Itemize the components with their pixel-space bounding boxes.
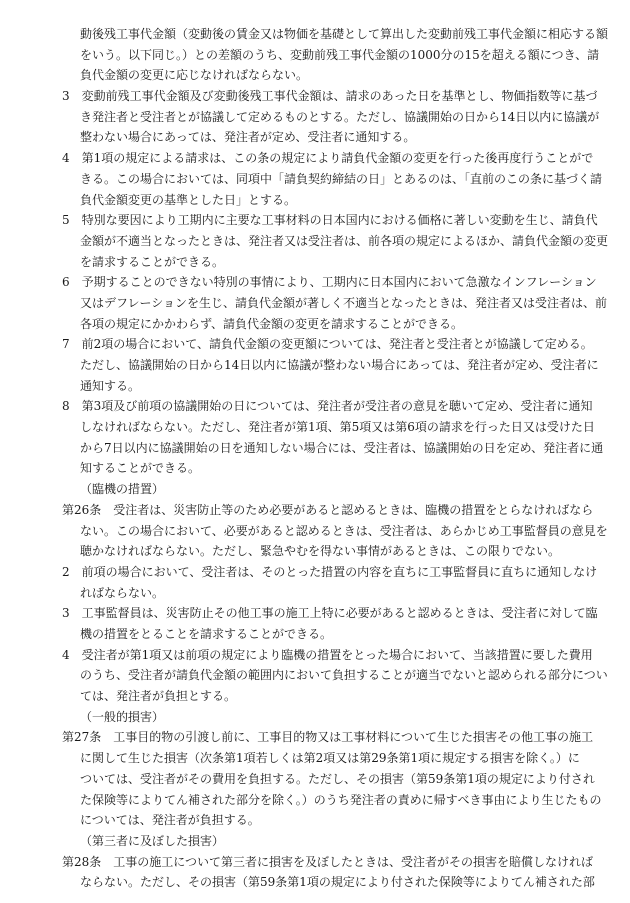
paragraph-5: 5 特別な要因により工期内に主要な工事材料の日本国内における価格に著しい変動を生じ、請負代 — [62, 213, 598, 228]
paragraph-2: 2 前項の場合において、受注者は、そのとった措置の内容を直ちに工事監督員に直ちに通知しなけ — [62, 564, 598, 579]
text-line: のうち、受注者が請負代金額の範囲内において負担することが適当でないと認められる部分につい — [80, 668, 608, 683]
article-26: 第26条 受注者は、災害防止等のため必要があると認めるときは、臨機の措置をとらなければなら — [62, 502, 594, 517]
text-line: については、発注者が負担する。 — [80, 813, 260, 828]
text-line: 通知する。 — [80, 378, 141, 393]
text-line: 負代金額変更の基準とした日」とする。 — [80, 192, 297, 207]
paragraph-4: 4 受注者が第1項又は前項の規定により臨機の措置をとった場合において、当該措置に要した費用 — [62, 647, 593, 662]
text-line: をいう。以下同じ。）との差額のうち、変動前残工事代金額の1000分の15を超える額につき、請 — [80, 47, 600, 62]
paragraph-8: 8 第3項及び前項の協議開始の日については、発注者が受注者の意見を聴いて定め、受注者に通知 — [62, 399, 593, 414]
section-heading: （臨機の措置） — [80, 482, 165, 497]
paragraph-3: 3 変動前残工事代金額及び変動後残工事代金額は、請求のあった日を基準とし、物価指数等に基づ — [62, 89, 598, 104]
text-line: から7日以内に協議開始の日を通知しない場合には、受注者は、協議開始の日を定め、発注者に通 — [80, 440, 604, 455]
text-line: 知することができる。 — [80, 461, 201, 476]
text-line: 金額が不適当となったときは、発注者又は受注者は、前各項の規定によるほか、請負代金額の変更 — [80, 233, 609, 248]
text-line: た保険等によりてん補された部分を除く。）のうち発注者の責めに帰すべき事由により生じたもの — [80, 792, 602, 807]
paragraph-3: 3 工事監督員は、災害防止その他工事の施工上特に必要があると認めるときは、受注者に対して臨 — [62, 606, 598, 621]
text-line: き発注者と受注者とが協議して定めるものとする。ただし、協議開始の日から14日以内に協議が — [80, 109, 600, 124]
text-line: 動後残工事代金額（変動後の賃金又は物価を基礎として算出した変動前残工事代金額に相応する額 — [80, 27, 609, 41]
text-line: しなければならない。ただし、発注者が第1項、第5項又は第6項の請求を行った日又は受けた日 — [80, 420, 595, 435]
text-line: 聴かなければならない。ただし、緊急やむを得ない事情があるときは、この限りでない。 — [80, 544, 561, 559]
article-27: 第27条 工事目的物の引渡し前に、工事目的物又は工事材料について生じた損害その他工事の施工 — [62, 730, 594, 745]
text-line: 又はデフレーションを生じ、請負代金額が著しく不適当となったときは、発注者又は受注者は、前 — [80, 295, 608, 310]
article-28: 第28条 工事の施工について第三者に損害を及ぼしたときは、受注者がその損害を賠償しなければ — [62, 854, 594, 869]
text-line: きる。この場合においては、同項中「請負契約締結の日」とあるのは、「直前のこの条に基づく請 — [80, 171, 603, 186]
text-line: ては、発注者が負担とする。 — [80, 689, 237, 704]
paragraph-6: 6 予期することのできない特別の事情により、工期内に日本国内において急激なインフレーション — [62, 275, 597, 290]
section-heading: （一般的損害） — [80, 709, 165, 724]
text-line: 負代金額の変更に応じなければならない。 — [80, 68, 309, 83]
text-line: 機の措置をとることを請求することができる。 — [80, 627, 333, 641]
paragraph-7: 7 前2項の場合において、請負代金額の変更額については、発注者と受注者とが協議して定める。 — [62, 337, 593, 352]
text-line: ればならない。 — [80, 585, 165, 600]
text-line: ついては、受注者がその費用を負担する。ただし、その損害（第59条第1項の規定により付され — [80, 771, 595, 786]
text-line: ならない。ただし、その損害（第59条第1項の規定により付された保険等によりてん補された部 — [80, 875, 595, 890]
text-line: を請求することができる。 — [80, 254, 225, 269]
text-line: ない。この場合において、必要があると認めるときは、受注者は、あらかじめ工事監督員の意見を — [80, 523, 608, 538]
paragraph-4: 4 第1項の規定による請求は、この条の規定により請負代金額の変更を行った後再度行うことがで — [62, 151, 594, 166]
text-line: に関して生じた損害（次条第1項若しくは第2項又は第29条第1項に規定する損害を除く。）に — [80, 751, 580, 766]
text-line: 整わない場合にあっては、発注者が定め、受注者に通知する。 — [80, 130, 416, 145]
section-heading: （第三者に及ぼした損害） — [80, 833, 225, 848]
text-line: 各項の規定にかかわらず、請負代金額の変更を請求することができる。 — [80, 316, 464, 331]
text-line: ただし、協議開始の日から14日以内に協議が整わない場合にあっては、発注者が定め、受注者に — [80, 358, 599, 373]
